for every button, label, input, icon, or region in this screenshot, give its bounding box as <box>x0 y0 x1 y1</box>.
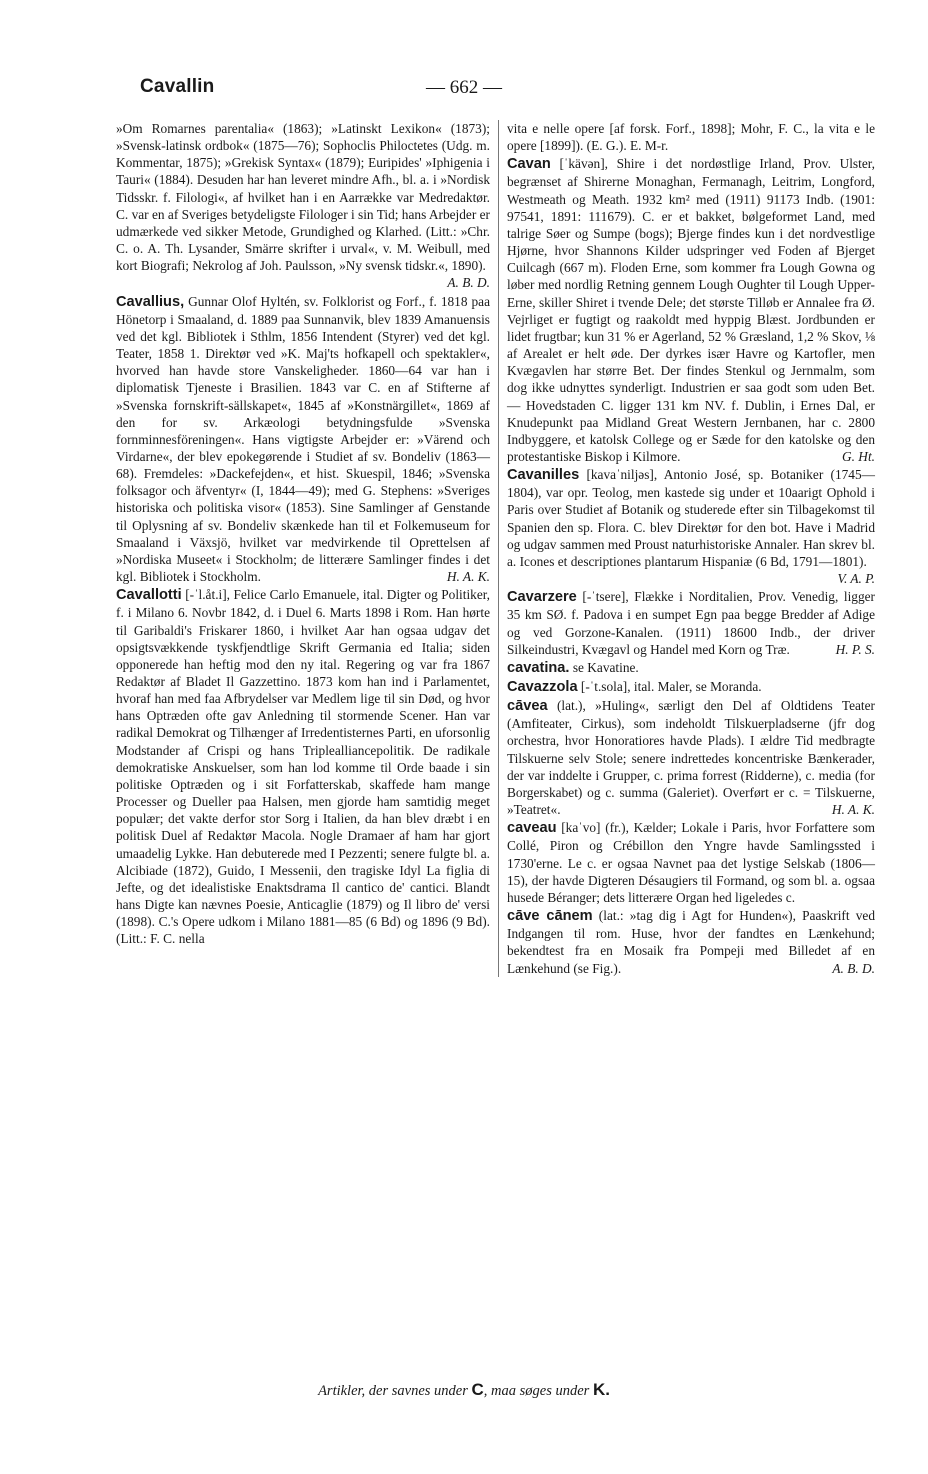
dictionary-entry <box>507 659 875 677</box>
entry-lemma: cavatina. <box>507 659 570 676</box>
entry-text: »Om Romarnes parentalia« (1863); »Latinskt Lexikon« (1873); »Svensk-latinsk ordbok« (1875—76); Sophoclis Philoctetes (Udg. m. Kommentar, 1875); »Grekisk Syntax« (1879); Euripides' »Iphigenia i Tauri« (1884). Desuden har han leveret mindre Afh., bl. a. i »Nordisk Tidsskr. f. Filologi«, af hvilket han i en Aarrække var Medredaktør. C. var en af Sveriges betydeligste Filologer i sin Tid; hans Arbejder er udmærkede ved sikker Metode, Grundighed og Klarhed. (Litt.: »Chr. C. o. A. Th. Lysander, Smärre skrifter i urval«, v. M. Weibull, med kort Biografi; Nekrolog af Joh. Paulsson, »Ny svensk tidskr.«, 1890). <box>116 121 490 274</box>
page-number: — 662 — <box>426 77 502 98</box>
entry-text: (lat.), »Huling«, særligt den Del af Oldtidens Teater (Amfiteater, Cirkus), som indeholdt Tilskuerpladserne (jfr dog orchestra, hvor Honoratiores havde Plads). I ældre Tid medbragte Tilskuerne selv Stole; senere indrettedes koncentriske Bænkerader, der var inddelte i Grupper, c. prima forrest (Ridderne), c. media (for Borgerskabet) og c. summa (Galeriet). Overført er c. = Tilskuerne, »Teatret«. <box>507 698 875 818</box>
entry-text: [-ˈtsere], Flække i Norditalien, Prov. Venedig, ligger 35 km SØ. f. Padova i en sumpet Egn paa begge Bredder af Adige og ved Gorzone-Kanalen. (1911) 18600 Indb., der driver Silkeindustri, Kvægavl og Handel med Korn og Træ. <box>507 589 876 657</box>
column-divider <box>498 120 499 977</box>
entry-lemma: Cavazzola <box>507 679 578 695</box>
dictionary-entry <box>507 155 875 465</box>
entry-signature: H. A. K. <box>831 802 875 818</box>
dictionary-entry <box>507 819 875 906</box>
dictionary-entry <box>507 907 875 977</box>
right-column <box>507 120 875 977</box>
left-column <box>116 120 490 948</box>
entry-text: [kaˈvo] (fr.), Kælder; Lokale i Paris, hvor Forfattere som Collé, Piron og Crébillon den Yngre havde Samlingssted i 1730'erne. Le c. er ogsaa Navnet paa det lystige Selskab (1806—15), der havde Digteren Désaugiers til Formand, og som bl. a. ogsaa husede Béranger; dets litterære Organ hed ligeledes c. <box>507 820 875 905</box>
entry-text: [-ˈt.sola], ital. Maler, se Moranda. <box>580 679 762 694</box>
entry-text: [ˈkävən], Shire i det nordøstlige Irland, Prov. Ulster, begrænset af Shirerne Monaghan, Fermanagh, Leitrim, Longford, Westmeath og Meath. 1932 km² med (1911) 91173 Indb. (1901: 97541, 1891: 111679). C. er et bakket, bølgeformet Land, med talrige Søer og Sumpe (bogs); Bjerge findes kun i det nordvestlige Hjørne, hvor Shannons Kilder udspringer ved Foden af Bjerget Cuilcagh (667 m). Floden Erne, som kommer fra Lough Gowna og løber med nordlig Retning gennem Lough Oughter til Lough Upper-Erne, skiller Shiret i tvende Dele; det største Tilløb er Annalee fra Ø. Vejrliget er fugtigt og raakoldt med hyppig Blæst. Jordbunden er lidet frugtbar; kun 31 % er Agerland, 52 % Græsland, 1,2 % Skov, ⅛ af Arealet er helt øde. Der dyrkes især Havre og Kartofler, men Kvægavlen har større Bet. Der findes Stenkul og Jernmalm, som dog ikke udnyttes synderligt. Industrien er saa godt som uden Bet. — Hovedstaden C. ligger 131 km NV. f. Dublin, i Ernes Dal, er Knudepunkt paa Midland Great Western Jernbanen, har c. 2800 Indbyggere, et katolsk College og er Sæde for den katolske og den protestantiske Biskop i Kilmore. <box>507 156 875 464</box>
entry-lemma: Cavarzere <box>507 589 577 606</box>
entry-text: (lat.: »tag dig i Agt for Hunden«), Paaskrift ved Indgangen til rom. Huse, hvor der fandtes en Lænkehund; bekendtest fra en Mosaik fra Pompeji med Billedet af en Lænkehund (se Fig.). <box>507 908 876 976</box>
footer-note: Artikler, der savnes under C, maa søges under K. <box>318 1380 610 1399</box>
dictionary-entry <box>116 120 490 292</box>
entry-lemma: Cavanilles <box>507 467 580 484</box>
entry-signature: A. B. D. <box>447 275 490 291</box>
entry-text: [-ˈl.åt.i], Felice Carlo Emanuele, ital. Digter og Politiker, f. i Milano 6. Novbr 1842, d. i Duel 6. Marts 1898 i Rom. Han hørte til Garibaldi's Friskarer 1860, i hvilket Aar han ogsaa udgav det opsigtsvækkende tyskfjendtlige Skrift Germania ed Italia; siden opponerede han heftig mod den ny ital. Regering og var fra 1867 Redaktør af Bladet Il Gazzettino. 1873 kom han ind i Parlamentet, hvoraf han med faa Afbrydelser var Medlem lige til sin Død, og hvor hans Optræden ofte gav Anledning til stormende Scener. Han var radikal Demokrat og Tilhænger af Irredentisternes Parti, en uforsonlig Modstander af Crispi og hans Triplealliancepolitik. De radikale demokratiske Anskuelser, som han lod komme til Orde baade i sin politiske Optræden og i sit Forfatterskab, skaffede ham mange Processer og Dueller paa Halsen, men gjorde ham samtidig meget populær; det vakte derfor stor Sorg i Italien, da han blev dræbt i en politisk Duel af Redaktør Macola. Nogle Dramaer af ham har gjort umaadelig Lykke. Han debuterede med I Pezzenti; senere fulgte bl. a. Alcibiade (1872), Guido, I Messenii, den tragiske Idyl La figlia di Jefte, og det idealistiske Enaktsdrama Il cantico de' cantici. Blandt hans Digte kan nævnes Poesie, Anticaglie (1879) og Il libro de' versi (1898). C.'s Opere udkom i Milano 1881—85 (6 Bd) og 1896 (9 Bd). (Litt.: F. C. nella <box>116 587 490 947</box>
dictionary-entry <box>507 678 875 696</box>
entry-text: [kavaˈniljəs], Antonio José, sp. Botaniker (1745—1804), var opr. Teolog, men kastede sig under et 10aarigt Ophold i Paris over Studiet af Botanik og studerede efter sin Tilbagekomst til Spanien den sp. Flora. C. blev Direktør for den bot. Have i Madrid og udgav sammen med Proust naturhistoriske Annaler. Han skrev bl. a. Icones et descriptiones plantarum Hispaniæ (6 Bd, 1791—1801). <box>507 467 875 569</box>
entry-signature: H. P. S. <box>835 641 875 657</box>
entry-text: Gunnar Olof Hyltén, sv. Folklorist og Forf., f. 1818 paa Hönetorp i Smaaland, d. 1889 paa Sunnanvik, blev 1839 Amanuensis ved det kgl. Bibliotek i Sthlm, 1856 Intendent (Styrer) ved det kgl. Teater, 1858 1. Direktør ved »K. Maj'ts hofkapell och spektakler«, hvorved han havde store Vanskeligheder. 1860—64 var han i diplomatisk Tjeneste i Brasilien. 1843 var C. en af Stifterne af »Svenska fornskrift-sällskapet«, 1845 af »Konstnärgillet«, 1869 af den for sv. Arkæologi betydningsfulde »Svenska fornminnesföreningen«. Hans vigtigste Arbejder er: »Värend och Virdarne«, der blev epokegørende i Studiet af sv. Bondeliv (1863—68). Fremdeles: »Dackefejden«, et hist. Skuespil, 1846; »Svenska folksagor och äfventyr« (I, 1844—49); med G. Stephens: »Sveriges historiska och politiska visor« (1853). Sine Samlinger af Genstande til Oplysning af sv. Bondeliv skænkede han til et Folkemuseum for Smaaland i Växsjö, hvilket var medvirkende til Oprettelsen af »Nordiska Museet« i Stockholm; de litterære Samlinger findes i det kgl. Bibliotek i Stockholm. <box>116 293 490 585</box>
dictionary-entry <box>116 586 490 947</box>
entry-lemma: caveau <box>507 820 557 837</box>
entry-signature: H. A. K. <box>446 569 490 585</box>
entry-signature: G. Ht. <box>842 448 875 464</box>
entry-lemma: Cavallotti <box>116 587 182 604</box>
entry-signature: A. B. D. <box>832 960 875 976</box>
entry-lemma: cāvea <box>507 698 548 715</box>
entry-text: vita e nelle opere [af forsk. Forf., 1898]; Mohr, F. C., la vita e le opere [1899]). (E. G.). E. M-r. <box>507 121 875 154</box>
running-head: Cavallin <box>140 76 215 97</box>
dictionary-entry <box>507 697 875 818</box>
dictionary-entry <box>507 120 875 154</box>
entry-lemma: Cavallius, <box>116 293 185 310</box>
entry-lemma: Cavan <box>507 156 551 173</box>
entry-text: se Kavatine. <box>572 659 639 675</box>
dictionary-entry <box>507 466 875 587</box>
dictionary-entry <box>116 293 490 586</box>
dictionary-entry <box>507 588 875 658</box>
entry-lemma: cāve cānem <box>507 908 593 925</box>
entry-signature: V. A. P. <box>837 571 875 587</box>
